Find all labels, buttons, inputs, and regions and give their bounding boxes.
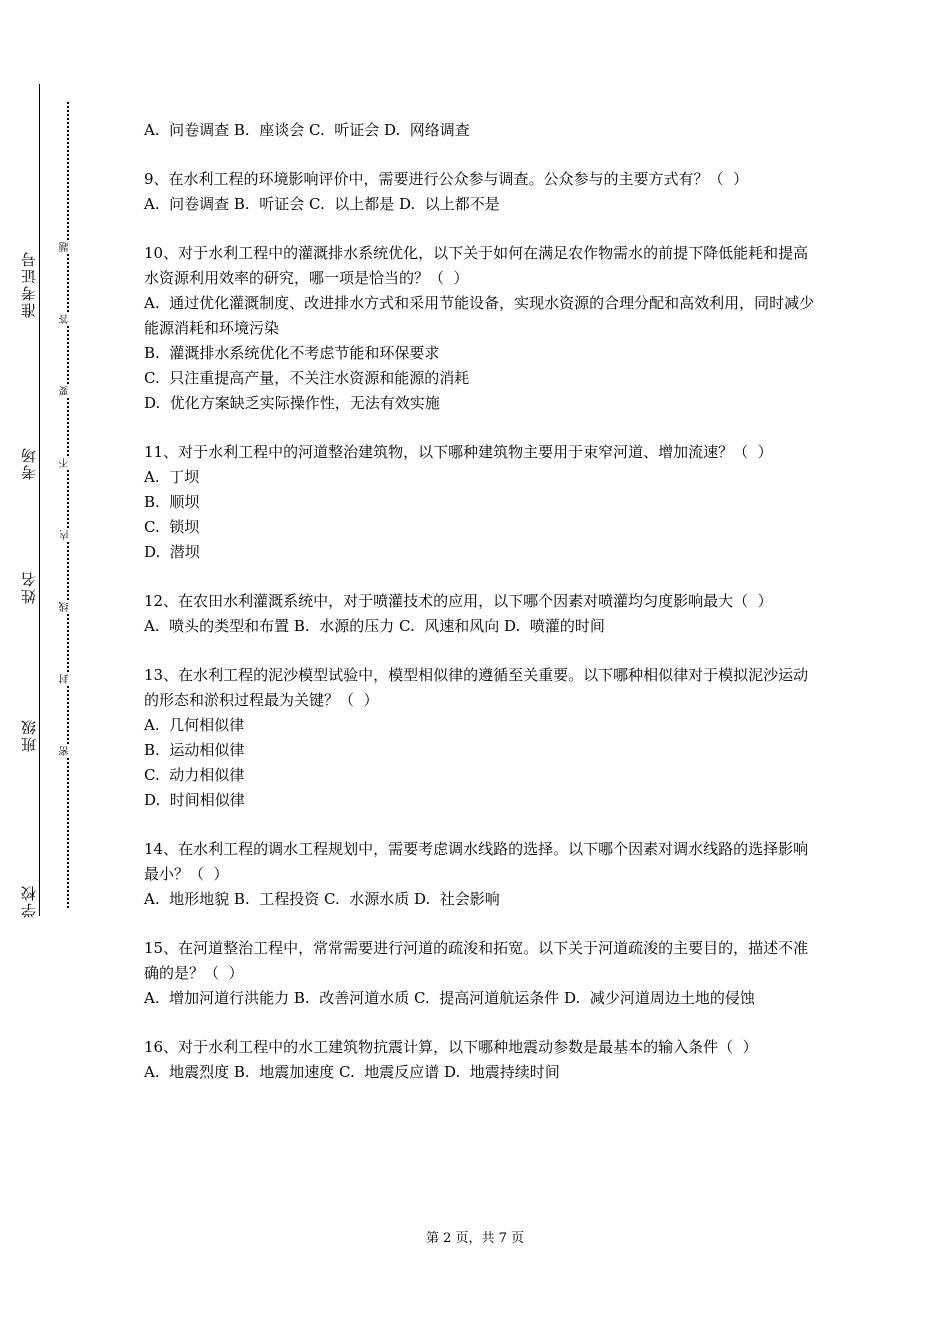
question-9 — [144, 167, 816, 217]
question-option: A. 丁坝 — [144, 468, 200, 486]
seal-char: 线 — [60, 600, 76, 614]
question-option: C. 动力相似律 — [144, 766, 245, 784]
question-option: A. 增加河道行洪能力 B. 改善河道水质 C. 提高河道航运条件 D. 减少河道周边土地的侵蚀 — [144, 989, 755, 1007]
question-stem: 14、在水利工程的调水工程规划中，需要考虑调水线路的选择。以下哪个因素对调水线路的选择影响最小？（ ） — [144, 840, 809, 883]
question-stem: 13、在水利工程的泥沙模型试验中，模型相似律的遵循至关重要。以下哪种相似律对于模拟泥沙运动的形态和淤积过程最为关键？（ ） — [144, 666, 809, 709]
question-option: D. 潜坝 — [144, 543, 200, 561]
question-option: A. 地震烈度 B. 地震加速度 C. 地震反应谱 D. 地震持续时间 — [144, 1063, 560, 1081]
question-option: A. 几何相似律 — [144, 716, 245, 734]
seal-char: 封 — [60, 672, 76, 686]
seal-char: 答 — [60, 312, 76, 326]
question-option: A. 问卷调查 B. 听证会 C. 以上都是 D. 以上都不是 — [144, 195, 500, 213]
field-label-exam-id: 准考证号 — [20, 250, 38, 318]
question-stem: 15、在河道整治工程中，常常需要进行河道的疏浚和拓宽。以下关于河道疏浚的主要目的，描述不准确的是？（ ） — [144, 939, 809, 982]
question-option: B. 顺坝 — [144, 493, 200, 511]
seal-dotted-line — [67, 102, 69, 908]
page-footer: 第 2 页，共 7 页 — [425, 1231, 525, 1246]
question-option: C. 只注重提高产量，不关注水资源和能源的消耗 — [144, 369, 470, 387]
question-option: A. 通过优化灌溉制度、改进排水方式和采用节能设备，实现水资源的合理分配和高效利用，同时减少能源消耗和环境污染 — [144, 294, 815, 337]
question-option: D. 优化方案缺乏实际操作性，无法有效实施 — [144, 394, 440, 412]
leading-options-block — [144, 118, 816, 143]
field-label-school: 学校 — [20, 884, 38, 918]
seal-char: 要 — [60, 384, 76, 398]
seal-char: 内 — [60, 528, 76, 542]
question-13 — [144, 663, 816, 813]
question-10 — [144, 241, 816, 416]
question-option: A. 问卷调查 B. 座谈会 C. 听证会 D. 网络调查 — [144, 121, 470, 139]
question-option: B. 运动相似律 — [144, 741, 245, 759]
exam-content — [144, 118, 816, 1109]
field-label-exam-room: 考场 — [20, 446, 38, 480]
binding-line — [39, 84, 40, 916]
seal-char: 密 — [60, 744, 76, 758]
question-11 — [144, 440, 816, 565]
question-option: A. 地形地貌 B. 工程投资 C. 水源水质 D. 社会影响 — [144, 890, 500, 908]
question-15 — [144, 936, 816, 1011]
question-option: C. 锁坝 — [144, 518, 200, 536]
seal-char: 题 — [60, 240, 76, 254]
question-option: A. 喷头的类型和布置 B. 水源的压力 C. 风速和风向 D. 喷灌的时间 — [144, 617, 605, 635]
question-12 — [144, 589, 816, 639]
question-14 — [144, 837, 816, 912]
question-option: D. 时间相似律 — [144, 791, 245, 809]
question-16 — [144, 1035, 816, 1085]
field-label-class: 班级 — [20, 718, 38, 752]
question-stem: 11、对于水利工程中的河道整治建筑物，以下哪种建筑物主要用于束窄河道、增加流速？（ ） — [144, 443, 773, 461]
question-stem: 16、对于水利工程中的水工建筑物抗震计算，以下哪种地震动参数是最基本的输入条件（ ） — [144, 1038, 758, 1056]
seal-char: 不 — [60, 456, 76, 470]
question-stem: 10、对于水利工程中的灌溉排水系统优化，以下关于如何在满足农作物需水的前提下降低能耗和提高水资源利用效率的研究，哪一项是恰当的？（ ） — [144, 244, 809, 287]
question-option: B. 灌溉排水系统优化不考虑节能和环保要求 — [144, 344, 440, 362]
question-stem: 9、在水利工程的环境影响评价中，需要进行公众参与调查。公众参与的主要方式有？（ ） — [144, 170, 749, 188]
question-stem: 12、在农田水利灌溉系统中，对于喷灌技术的应用，以下哪个因素对喷灌均匀度影响最大（ ） — [144, 592, 773, 610]
field-label-name: 姓名 — [20, 570, 38, 604]
